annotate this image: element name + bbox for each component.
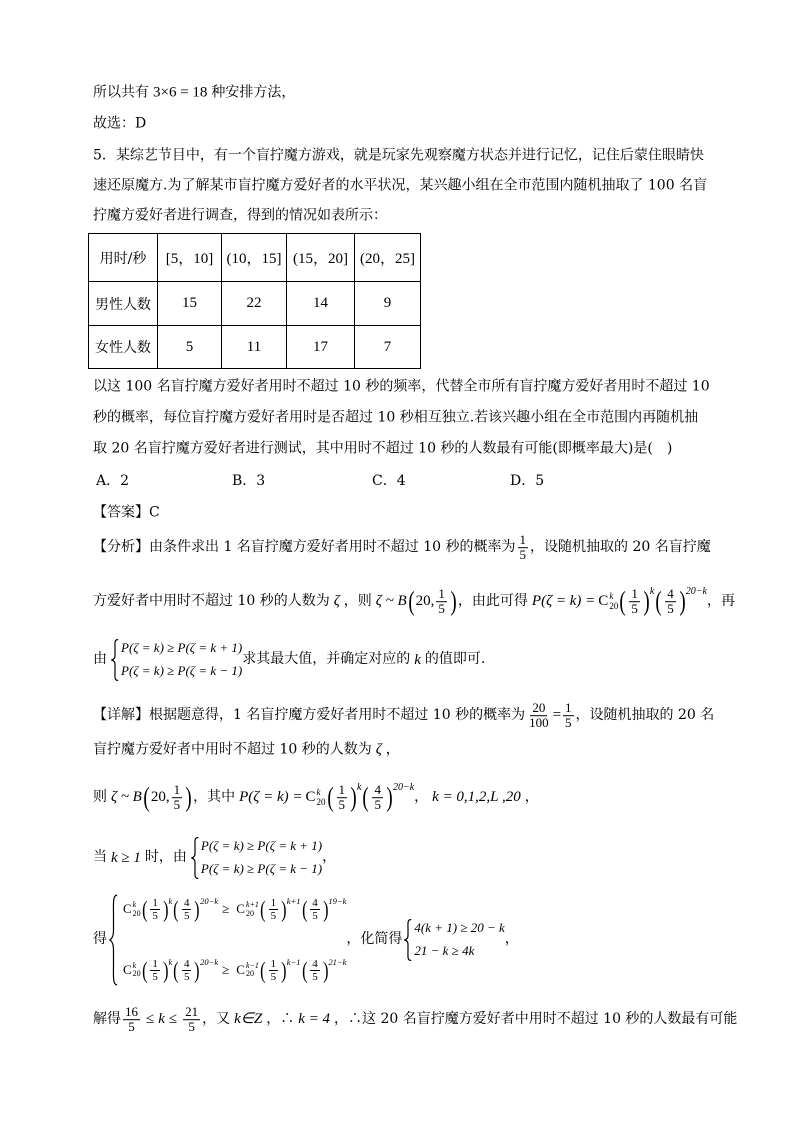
- right-paren: ): [350, 782, 357, 813]
- zeta-symbol: ζ: [375, 741, 382, 758]
- fraction-numerator: 21: [185, 1004, 199, 1020]
- detail-line-4: [93, 837, 336, 879]
- exponent: 20−k: [685, 586, 707, 598]
- less-equal-sign: ≤: [146, 1011, 155, 1028]
- fraction-denominator: 5: [188, 1019, 195, 1035]
- table-header-cell: (15，20]: [287, 234, 355, 282]
- power-term: [259, 897, 301, 922]
- fraction-lower-bound: [123, 1005, 140, 1035]
- text: ，则: [343, 593, 372, 610]
- sub-sup-stack: [317, 789, 326, 808]
- binomial-coefficient: [236, 901, 259, 918]
- text: 时，由: [144, 849, 187, 866]
- fraction-one-fifth: [563, 701, 574, 731]
- detail-line-2: [93, 741, 400, 760]
- fraction-one-fifth: [269, 958, 279, 983]
- left-brace: [111, 639, 119, 681]
- analysis-tag: 【分析】: [93, 539, 149, 556]
- fraction-numerator: 4: [667, 586, 674, 602]
- right-paren: ): [194, 897, 200, 923]
- text: 根据题意得，1 名盲拧魔方爱好者用时不超过 10 秒的概率为: [149, 707, 526, 724]
- table-cell: 15: [158, 282, 222, 326]
- table-cell: 女性人数: [89, 326, 158, 369]
- left-brace: [191, 837, 199, 879]
- fraction-one-fifth: [436, 587, 447, 617]
- text: 故选：D: [93, 115, 147, 132]
- subscript: 20: [245, 969, 254, 979]
- table-cell: 14: [287, 282, 355, 326]
- right-paren: ): [162, 957, 169, 983]
- superscript: k: [609, 591, 614, 602]
- fraction-denominator: 5: [183, 910, 190, 923]
- fraction-numerator: 16: [125, 1004, 138, 1020]
- answer-value: C: [149, 504, 160, 521]
- text: ，: [385, 741, 400, 758]
- question-tail-line-3: [93, 440, 672, 458]
- fraction-denominator: 100: [529, 715, 549, 731]
- question-tail-line-1: [93, 378, 710, 396]
- binomial-coefficient: [123, 901, 141, 918]
- condition: k ≥ 1: [111, 849, 141, 866]
- answer-line: [93, 504, 160, 522]
- less-equal-sign: ≤: [168, 1011, 178, 1028]
- text: 以这 100 名盲拧魔方爱好者用时不超过 10 秒的频率，代替全市所有盲拧魔方爱好者用时不超过 10: [93, 378, 710, 395]
- system-row-2: P(ζ = k) ≥ P(ζ = k − 1): [200, 861, 323, 877]
- combination-symbol: C: [305, 789, 316, 806]
- analysis-line-1: [93, 533, 711, 563]
- prev-solution-choice: [93, 115, 146, 133]
- fraction-denominator: 5: [183, 970, 190, 983]
- combination-symbol: C: [236, 901, 245, 917]
- text: ，其中: [193, 789, 236, 806]
- exponent: 19−k: [328, 896, 347, 906]
- right-paren: ): [281, 897, 287, 923]
- fraction-four-fifths: [182, 958, 192, 983]
- text: ，再: [706, 593, 735, 610]
- text: ，由此可得: [457, 593, 528, 610]
- right-paren: ): [194, 957, 200, 983]
- power-term: [141, 897, 173, 922]
- sub-sup-stack: [246, 901, 259, 918]
- exponent: k: [357, 782, 362, 794]
- option-b: B．3: [232, 473, 266, 489]
- fraction-four-fifths: [182, 897, 192, 922]
- fraction-numerator: 1: [519, 532, 527, 548]
- binomial-coefficient: [598, 593, 618, 612]
- text: 盲拧魔方爱好者中用时不超过 10 秒的人数为: [93, 741, 372, 758]
- left-paren: (: [362, 782, 370, 813]
- fraction-one-fifth: [172, 783, 183, 813]
- math-expression: 3×6 = 18: [153, 84, 208, 101]
- option-a: A．2: [96, 473, 130, 489]
- fraction-numerator: 1: [438, 586, 445, 602]
- power-term: [618, 587, 654, 617]
- fraction-denominator: 5: [667, 601, 674, 617]
- binomial-lhs: ζ ~ B: [111, 789, 142, 806]
- system-row-1: [120, 895, 346, 924]
- table-row: [89, 326, 421, 369]
- power-term: [172, 897, 218, 922]
- expanded-inequality-system: [120, 895, 346, 985]
- table-header-cell: [5，10]: [158, 234, 222, 282]
- text: 速还原魔方.为了解某市盲拧魔方爱好者的水平状况，某兴趣小组在全市范围内随机抽取了 100 名盲: [93, 177, 708, 194]
- text: ，∴: [266, 1011, 295, 1028]
- binomial-coefficient: [123, 962, 141, 979]
- left-paren: (: [260, 897, 266, 923]
- binomial-params: [142, 783, 193, 813]
- table-header-row: [89, 234, 421, 282]
- left-brace: [109, 894, 118, 986]
- subscript: 20: [132, 969, 141, 979]
- text: ，: [322, 849, 337, 866]
- pmf-lhs: P(ζ = k) =: [239, 789, 303, 806]
- left-paren: (: [619, 586, 626, 617]
- power-term: [361, 783, 414, 813]
- text: 由: [93, 651, 107, 668]
- table-cell: 17: [287, 326, 355, 369]
- greater-equal-sign: ≥: [222, 901, 230, 917]
- variable-k: k: [414, 651, 421, 668]
- option-d: D．5: [510, 473, 545, 489]
- left-paren: (: [301, 897, 308, 923]
- table-cell: 男性人数: [89, 282, 158, 326]
- text: 当: [93, 849, 107, 866]
- fraction-one-fifth: [150, 897, 160, 922]
- combination-symbol: C: [123, 961, 132, 977]
- option-c: C．4: [372, 473, 406, 489]
- table-header-cell: (20，25]: [355, 234, 421, 282]
- left-paren: (: [141, 957, 148, 983]
- simplified-system: [414, 920, 504, 960]
- k-value: k = 4: [298, 1011, 330, 1028]
- fraction-numerator: 1: [270, 897, 277, 909]
- text: 得: [93, 931, 107, 948]
- fraction-denominator: 5: [374, 797, 381, 813]
- fraction-one-fifth: [150, 958, 160, 983]
- fraction-denominator: 5: [152, 970, 158, 983]
- exponent: 20−k: [200, 896, 219, 906]
- power-term: [301, 958, 347, 983]
- text: 的值即可.: [424, 651, 486, 668]
- question-stem-line-3: [93, 207, 387, 225]
- text: 种安排方法，: [211, 84, 296, 101]
- right-paren: ): [162, 897, 169, 923]
- binomial-n: 20,: [150, 789, 170, 806]
- system-row-2: 21 − k ≥ 4k: [414, 943, 475, 959]
- fraction-numerator: 4: [312, 957, 318, 970]
- text: 某综艺节目中，有一个盲拧魔方游戏，就是玩家先观察魔方状态并进行记忆，记住后蒙住眼睛快: [115, 147, 704, 164]
- fraction-numerator: 1: [338, 782, 346, 798]
- table-header-cell: 用时/秒: [89, 234, 158, 282]
- text: 拧魔方爱好者进行调查，得到的情况如表所示：: [93, 207, 387, 224]
- variable-k: k: [158, 1011, 165, 1028]
- fraction-one-fifth: [269, 897, 279, 922]
- table-header-cell: (10，15]: [222, 234, 287, 282]
- power-term: [326, 783, 362, 813]
- binomial-lhs: ζ ~ B: [375, 593, 407, 610]
- binomial-coefficient: [306, 789, 326, 808]
- right-paren: ): [185, 782, 192, 813]
- fraction-denominator: 5: [438, 601, 445, 617]
- text: ，设随机抽取的 20 名盲拧魔: [530, 539, 711, 556]
- right-paren: ): [322, 957, 329, 983]
- text: ，: [414, 789, 429, 806]
- text: 则: [93, 789, 107, 806]
- left-paren: (: [143, 782, 150, 813]
- detail-line-1: [93, 701, 714, 731]
- combination-symbol: C: [123, 901, 132, 917]
- left-paren: (: [141, 897, 148, 923]
- left-paren: (: [655, 586, 662, 617]
- question-stem-line-1: [93, 147, 704, 165]
- right-paren: ): [450, 586, 457, 617]
- fraction-numerator: 1: [152, 897, 158, 909]
- question-number: 5．: [93, 147, 116, 164]
- fraction-numerator: 4: [183, 957, 190, 970]
- subscript: 20: [609, 601, 619, 611]
- exponent: 21−k: [328, 956, 347, 967]
- analysis-line-2: [93, 587, 735, 617]
- text: 取 20 名盲拧魔方爱好者进行测试，其中用时不超过 10 秒的人数最有可能(即概率最大)是( ): [93, 440, 673, 457]
- exponent: k: [168, 896, 173, 906]
- table-cell: 7: [355, 326, 421, 369]
- right-paren: ): [322, 897, 329, 923]
- superscript: k+1: [245, 900, 259, 910]
- text: 秒的概率，每位盲拧魔方爱好者用时是否超过 10 秒相互独立.若该兴趣小组在全市范围内再随机抽: [93, 409, 699, 426]
- detail-line-3: [93, 783, 539, 813]
- fraction-denominator: 5: [173, 797, 181, 813]
- table-cell: 9: [355, 282, 421, 326]
- detail-line-6: [93, 1005, 737, 1035]
- fraction-denominator: 5: [152, 910, 158, 923]
- fraction-denominator: 5: [312, 970, 318, 983]
- system-row-2: P(ζ = k) ≥ P(ζ = k − 1): [121, 663, 243, 679]
- table-cell: 5: [158, 326, 222, 369]
- exponent: k−1: [286, 956, 301, 967]
- right-paren: ): [386, 782, 393, 813]
- power-term: [654, 587, 707, 617]
- fraction-four-fifths: [665, 587, 676, 617]
- text: ，: [504, 931, 519, 948]
- left-paren: (: [260, 957, 266, 983]
- exponent: k: [168, 956, 173, 967]
- fraction-four-fifths: [310, 897, 320, 922]
- system-row-1: P(ζ = k) ≥ P(ζ = k + 1): [121, 640, 243, 655]
- detail-tag: 【详解】: [93, 707, 149, 724]
- pmf-lhs: P(ζ = k) =: [531, 593, 596, 610]
- greater-equal-sign: ≥: [222, 961, 230, 977]
- text: 方爱好者中用时不超过 10 秒的人数为: [93, 593, 330, 610]
- left-paren: (: [173, 897, 179, 923]
- table-row: [89, 282, 421, 326]
- exponent: 20−k: [200, 956, 219, 967]
- right-paren: ): [643, 586, 650, 617]
- left-paren: (: [173, 957, 179, 983]
- detail-line-5: [93, 894, 519, 986]
- exponent: k: [649, 586, 655, 598]
- fraction-numerator: 1: [565, 700, 572, 716]
- inequality-system: [201, 838, 322, 878]
- question-stem-line-2: [93, 177, 707, 195]
- superscript: k: [132, 900, 137, 910]
- fraction-denominator: 5: [312, 910, 318, 923]
- power-term: [259, 958, 301, 983]
- fraction-numerator: 1: [173, 782, 181, 798]
- system-row-2: [120, 956, 346, 985]
- right-paren: ): [281, 957, 287, 983]
- fraction-denominator: 5: [270, 910, 277, 923]
- left-paren: (: [326, 782, 334, 813]
- fraction-twenty-hundredth: [527, 701, 551, 731]
- text: 由条件求出 1 名盲拧魔方爱好者用时不超过 10 秒的概率为: [149, 539, 516, 556]
- sub-sup-stack: [133, 962, 141, 979]
- answer-tag: 【答案】: [93, 504, 149, 521]
- equals-sign: =: [552, 707, 562, 724]
- fraction-denominator: 5: [128, 1019, 135, 1035]
- power-term: [172, 958, 218, 983]
- text: 解得: [93, 1011, 121, 1028]
- fraction-denominator: 5: [338, 797, 346, 813]
- fraction-one-fifth: [518, 533, 529, 563]
- fraction-four-fifths: [310, 958, 320, 983]
- fraction-denominator: 5: [270, 970, 277, 983]
- superscript: k: [132, 961, 137, 970]
- text: ，又: [202, 1011, 231, 1028]
- integer-membership: k∈Z: [234, 1011, 263, 1028]
- subscript: 20: [132, 908, 141, 918]
- text: ，∴这 20 名盲拧魔方爱好者中用时不超过 10 秒的人数最有可能: [334, 1011, 738, 1028]
- fraction-numerator: 4: [374, 782, 381, 798]
- table-cell: 11: [222, 326, 287, 369]
- binomial-coefficient: [236, 962, 259, 979]
- combination-symbol: C: [598, 593, 609, 610]
- binomial-n: 20,: [415, 593, 435, 610]
- sub-sup-stack: [246, 962, 259, 979]
- fraction-one-fifth: [337, 783, 348, 813]
- text: 所以共有: [93, 84, 149, 101]
- superscript: k−1: [245, 961, 259, 970]
- survey-table: [88, 233, 421, 369]
- power-term: [141, 958, 173, 983]
- left-paren: (: [408, 586, 415, 617]
- k-range: k = 0,1,2,L ,20: [432, 789, 521, 806]
- table-cell: 22: [222, 282, 287, 326]
- prev-solution-line-1: [93, 84, 295, 103]
- zeta-symbol: ζ: [333, 593, 340, 610]
- fraction-upper-bound: [183, 1005, 200, 1035]
- fraction-numerator: 20: [532, 700, 546, 716]
- superscript: k: [316, 787, 321, 798]
- binomial-params: [407, 587, 458, 617]
- fraction-numerator: 1: [152, 957, 158, 970]
- fraction-four-fifths: [372, 783, 383, 813]
- left-paren: (: [301, 957, 308, 983]
- question-tail-line-2: [93, 409, 698, 427]
- exponent: k+1: [286, 896, 301, 906]
- combination-symbol: C: [236, 961, 245, 977]
- fraction-numerator: 4: [183, 897, 190, 909]
- text: ，设随机抽取的 20 名: [575, 707, 715, 724]
- text: ，: [524, 789, 539, 806]
- fraction-numerator: 1: [631, 586, 638, 602]
- inequality-system: [121, 640, 242, 680]
- fraction-one-fifth: [629, 587, 640, 617]
- exponent: 20−k: [392, 782, 415, 794]
- analysis-line-3: [93, 639, 485, 681]
- sub-sup-stack: [133, 901, 141, 918]
- fraction-denominator: 5: [631, 601, 638, 617]
- power-term: [301, 897, 347, 922]
- system-row-1: P(ζ = k) ≥ P(ζ = k + 1): [200, 838, 323, 853]
- subscript: 20: [316, 797, 326, 807]
- fraction-denominator: 5: [519, 547, 527, 563]
- fraction-denominator: 5: [565, 715, 572, 731]
- right-paren: ): [679, 586, 686, 617]
- sub-sup-stack: [609, 593, 618, 612]
- left-brace: [404, 919, 412, 961]
- fraction-numerator: 4: [312, 897, 318, 909]
- text: 求其最大值，并确定对应的: [242, 651, 411, 668]
- subscript: 20: [245, 908, 254, 918]
- fraction-numerator: 1: [270, 957, 277, 970]
- text: ，化简得: [346, 931, 403, 948]
- system-row-1: 4(k + 1) ≥ 20 − k: [414, 920, 505, 935]
